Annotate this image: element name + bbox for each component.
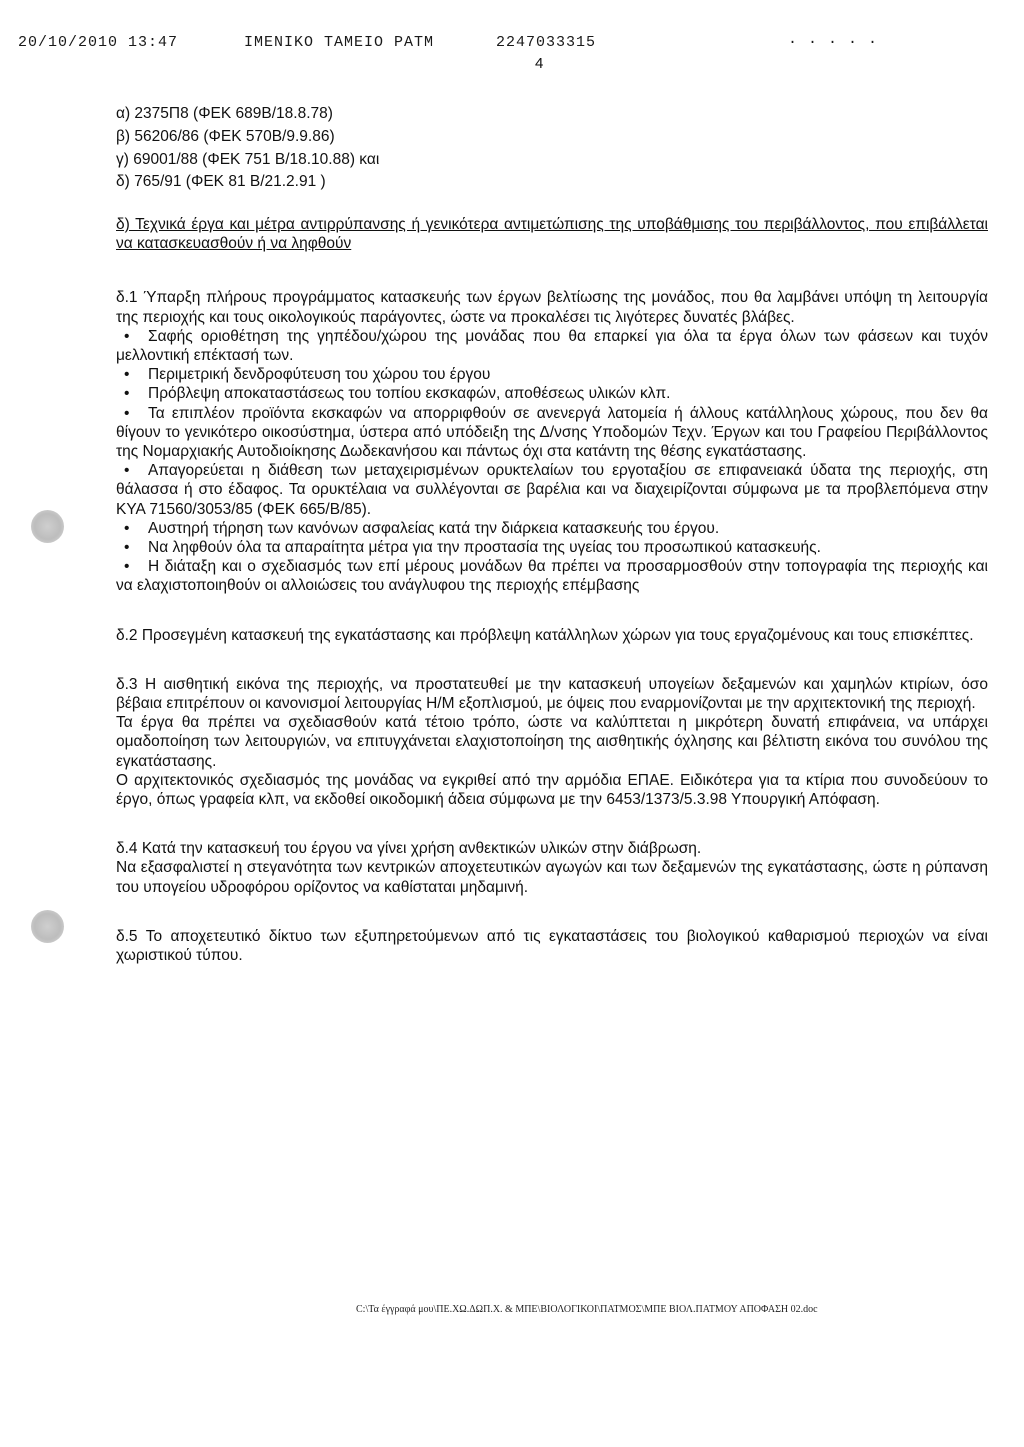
fax-number: 2247033315 [496,34,597,51]
bullet-item: • Αυστηρή τήρηση των κανόνων ασφαλείας κατά την διάρκεια κατασκευής του έργου. [116,519,988,538]
bullet-item: • Σαφής οριοθέτηση της γηπέδου/χώρου της μονάδας που θα επαρκεί για όλα τα έργα όλων των φάσεων και τυχόν μελλοντική επέκτασή των. [116,327,988,365]
file-path-footer: C:\Τα έγγραφά μου\ΠΕ.ΧΩ.ΔΩΠ.Χ. & ΜΠΕ\ΒΙΟΛΟΓΙΚΟΙ\ΠΑΤΜΟΣ\ΜΠΕ ΒΙΟΛ.ΠΑΤΜΟΥ ΑΠΟΦΑΣΗ 02.doc [356,1304,818,1315]
bullet-item: • Να ληφθούν όλα τα απαραίτητα μέτρα για την προστασία της υγείας του προσωπικού κατασκευής. [116,538,988,557]
fax-sender: ΙΜΕΝΙΚΟ ΤΑΜΕΙΟ ΡΑΤΜ [244,34,435,51]
d2-paragraph: δ.2 Προσεγμένη κατασκευή της εγκατάστασης και πρόβλεψη κατάλληλων χώρων για τους εργαζομένους και τους επισκέπτες. [116,626,974,644]
punch-hole-icon [31,910,64,943]
d4-paragraph: Να εξασφαλιστεί η στεγανότητα των κεντρικών αποχετευτικών αγωγών και των δεξαμενών της εγκατάστασης, ώστε η ρύπανση του υπογείου υδροφόρου ορίζοντος να καθίσταται μηδαμινή. [116,859,988,896]
punch-hole-icon [31,510,64,543]
d3-paragraph: Ο αρχιτεκτονικός σχεδιασμός της μονάδας να εγκριθεί από την αρμόδια ΕΠΑΕ. Ειδικότερα για τα κτίρια που συνοδεύουν το έργο, όπως γραφεία κλπ, να εκδοθεί οικοδομική άδεια σύμφωνα με την 6453/1373/5.3.98 Υπουργική Απόφαση. [116,771,988,809]
reference-item: δ) 765/91 (ΦΕΚ 81 Β/21.2.91 ) [116,173,326,191]
bullet-item: • Η διάταξη και ο σχεδιασμός των επί μέρους μονάδων θα πρέπει να προσαρμοσθούν στην τοπογραφία της περιοχής και να ελαχιστοποιηθούν οι αλλοιώσεις του ανάγλυφου της περιοχής επέμβασης [116,557,988,595]
reference-item: β) 56206/86 (ΦΕΚ 570Β/9.9.86) [116,127,335,145]
bullet-item: • Περιμετρική δενδροφύτευση του χώρου του έργου [116,365,988,384]
reference-list [116,103,379,194]
bullet-item: • Απαγορεύεται η διάθεση των μεταχειρισμένων ορυκτελαίων του εργοταξίου σε επιφανειακά ύδατα της περιοχής, στη θάλασσα ή στο έδαφος. Τα ορυκτέλαια να συλλέγονται σε βαρέλια και να διαχειρίζονται σύμφωνα με τα προβλεπόμενα στην ΚΥΑ 71560/3053/85 (ΦΕΚ 665/Β/85). [116,461,988,519]
bullet-item: • Πρόβλεψη αποκαταστάσεως του τοπίου εκσκαφών, αποθέσεως υλικών κλπ. [116,384,988,403]
page-number: 4 [535,55,544,72]
d5-paragraph: δ.5 Το αποχετευτικό δίκτυο των εξυπηρετούμενων από τις εγκαταστάσεις του βιολογικού καθαρισμού περιοχών να είναι χωριστικού τύπου. [116,927,988,965]
fax-marks: · · · · · [788,34,879,51]
d4-paragraph: δ.4 Κατά την κατασκευή του έργου να γίνει χρήση ανθεκτικών υλικών στην διάβρωση. [116,840,702,858]
d1-intro: δ.1 Ύπαρξη πλήρους προγράμματος κατασκευής των έργων βελτίωσης της μονάδος, που θα λαμβάνει υπόψη τη λειτουργία της περιοχής και τους οικολογικούς παράγοντες, ώστε να προκαλέσει τις λιγότερες δυνατές βλάβες. [116,289,988,326]
fax-date-time: 20/10/2010 13:47 [18,34,179,51]
reference-item: α) 2375Π8 (ΦΕΚ 689Β/18.8.78) [116,105,333,122]
d3-paragraph: δ.3 Η αισθητική εικόνα της περιοχής, να προστατευθεί με την κατασκευή υπογείων δεξαμενών και χαμηλών κτιρίων, όσο βέβαια επιτρέπουν οι κανονισμοί λειτουργίας Η/Μ εξοπλισμού, με όψεις που εναρμονίζονται με την αρχιτεκτονική της περιοχή. [116,675,988,713]
reference-item: γ) 69001/88 (ΦΕΚ 751 Β/18.10.88) και [116,150,380,168]
document-body [116,215,988,965]
bullet-item: • Τα επιπλέον προϊόντα εκσκαφών να απορριφθούν σε ανενεργά λατομεία ή άλλους κατάλληλους χώρους, που δεν θα θίγουν το γενικότερο οικοσύστημα, ύστερα από υπόδειξη της Δ/νσης Υποδομών Τεχν. Έργων και του Γραφείου Περιβάλλοντος της Νομαρχιακής Αυτοδιοίκησης Δωδεκανήσου και πάντως όχι στα κατάντη της θέσης εγκατάστασης. [116,404,988,462]
d3-paragraph: Τα έργα θα πρέπει να σχεδιασθούν κατά τέτοιο τρόπο, ώστε να καλύπτεται η μικρότερη δυνατή επιφάνεια, να υπάρχει ομαδοποίηση των λειτουργιών, να επιτυγχάνεται ελαχιστοποίηση της αισθητικής όχλησης και βέλτιστη εικόνα του συνόλου της εγκατάστασης. [116,714,988,770]
section-heading: δ) Τεχνικά έργα και μέτρα αντιρρύπανσης ή γενικότερα αντιμετώπισης της υποβάθμισης του περιβάλλοντος, που επιβάλλεται να κατασκευασθούν ή να ληφθούν [116,216,988,253]
fax-header [18,34,1004,56]
